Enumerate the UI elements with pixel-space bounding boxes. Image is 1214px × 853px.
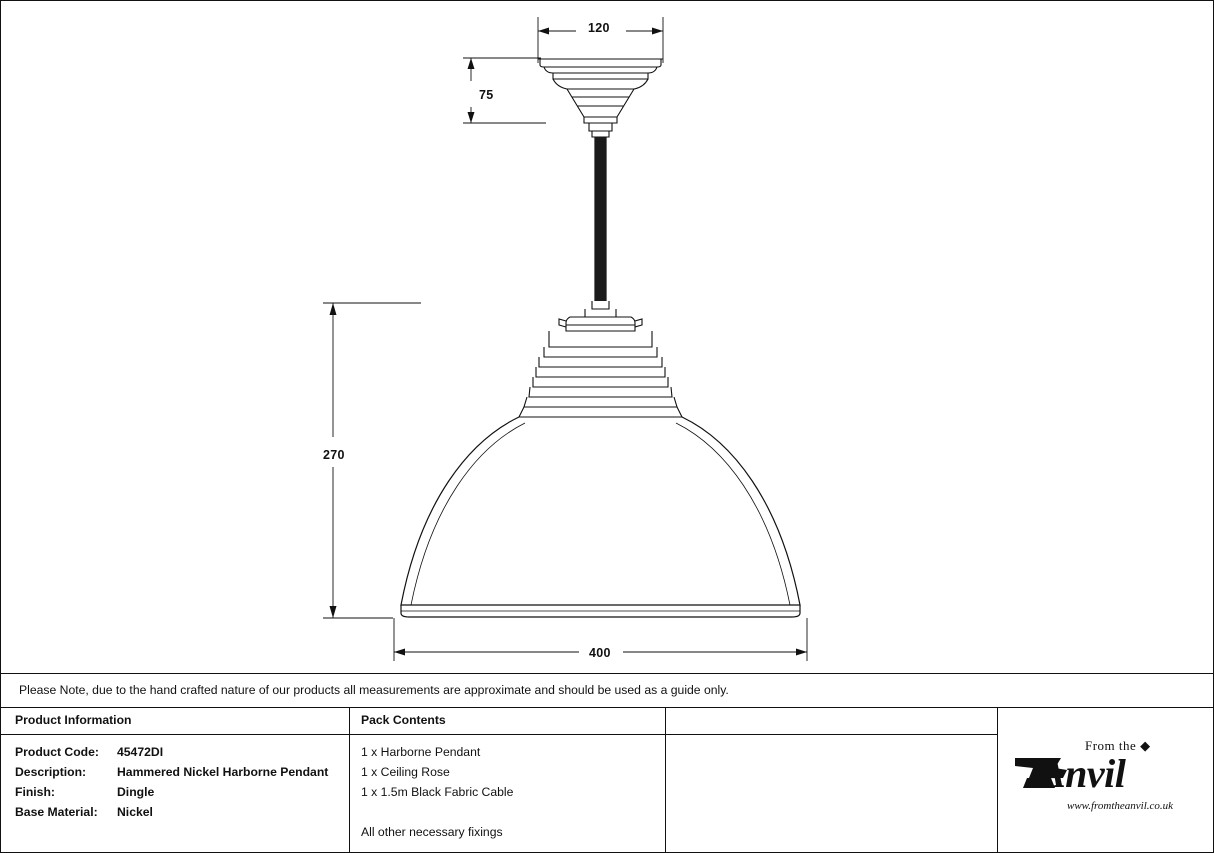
- pack-content-item: 1 x Ceiling Rose: [361, 765, 450, 779]
- dimension-label-75: 75: [479, 88, 494, 102]
- dimension-label-270: 270: [323, 448, 345, 462]
- ceiling-rose: [538, 59, 663, 137]
- brand-logo-url: www.fromtheanvil.co.uk: [1067, 800, 1174, 812]
- column-header-pack-contents: Pack Contents: [361, 713, 446, 727]
- table-header-rule: [1, 734, 997, 735]
- dimension-label-400: 400: [589, 646, 611, 660]
- shade-neck: [519, 331, 682, 417]
- pendant-drawing-svg: [1, 1, 1213, 673]
- diamond-icon: ◆: [1140, 738, 1151, 753]
- description-value: Hammered Nickel Harborne Pendant: [117, 765, 329, 779]
- column-header-product-information: Product Information: [15, 713, 132, 727]
- dimension-label-120: 120: [588, 21, 610, 35]
- table-divider-1: [349, 708, 350, 853]
- base-material-label: Base Material:: [15, 805, 98, 819]
- dimension-75: [463, 58, 546, 123]
- brand-logo-name: Anvil: [1039, 751, 1126, 796]
- brand-logo-top-label: From the: [1085, 738, 1137, 753]
- info-table: [1, 707, 1213, 852]
- finish-value: Dingle: [117, 785, 155, 799]
- description-label: Description:: [15, 765, 87, 779]
- product-code-value: 45472DI: [117, 745, 164, 759]
- base-material-value: Nickel: [117, 805, 153, 819]
- pack-content-item: 1 x 1.5m Black Fabric Cable: [361, 785, 514, 799]
- pendant-drawing: [1, 1, 1213, 673]
- pack-content-item: 1 x Harborne Pendant: [361, 745, 481, 759]
- product-code-label: Product Code:: [15, 745, 99, 759]
- shade-dome: [401, 417, 800, 617]
- disclaimer-note-text: Please Note, due to the hand crafted nature of our products all measurements are approximate and should be used as a guide only.: [19, 683, 729, 697]
- brand-logo: [997, 708, 1213, 853]
- cable-fill: [595, 137, 606, 301]
- lamp-holder: [559, 301, 642, 331]
- table-divider-2: [665, 708, 666, 853]
- pack-content-item: All other necessary fixings: [361, 825, 503, 839]
- finish-label: Finish:: [15, 785, 55, 799]
- disclaimer-note-row: [1, 673, 1213, 707]
